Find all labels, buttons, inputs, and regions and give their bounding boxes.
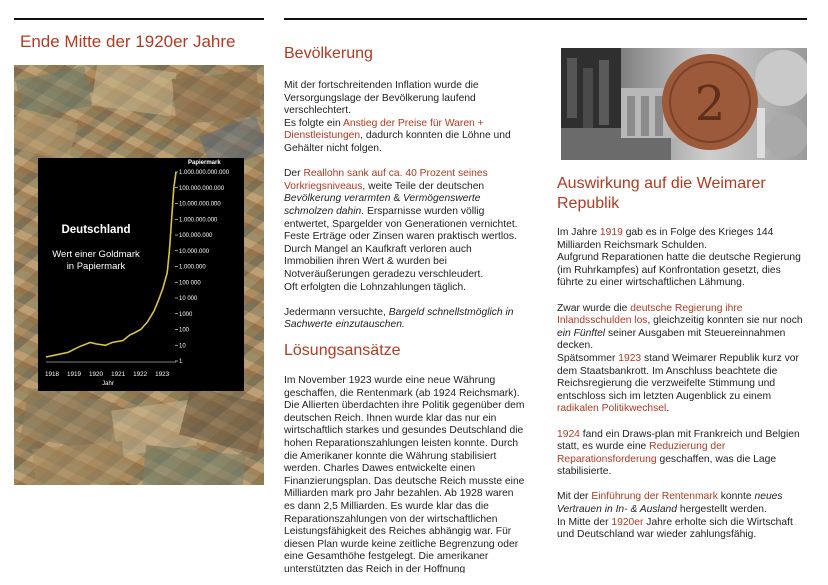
x-tick-label: 1920 — [89, 371, 104, 378]
y-tick-label: 1.000.000 — [179, 264, 206, 271]
paragraph: Im Jahre 1919 gab es in Folge des Krieges 144 Milliarden Reichsmark Schulden. Aufgrund Reparationen hatte die deutsche Regierung (im Ruhrkampfes) auf Konfrontation gesetzt, dies führte zu einer wirtschaftlichen Lähmung. — [557, 227, 801, 289]
col2-heading-bevoelkerung: Bevölkerung — [284, 45, 373, 62]
col3-body — [557, 227, 809, 554]
x-tick-label: 1918 — [44, 371, 60, 378]
col3-heading: Auswirkung auf die Weimarer Republik — [557, 175, 766, 212]
y-tick-label: 1.000.000.000.000 — [179, 170, 230, 176]
col2-body-bevoelkerung — [284, 80, 524, 344]
paragraph: Mit der fortschreitenden Inflation wurde die Versorgungslage der Bevölkerung laufend verschlechtert. Es folgte ein Anstieg der Preise für Waren + Dienstleistungen, dadurch konnten die Löhne und Gehälter nicht folgen. — [284, 80, 511, 154]
y-tick-label: 1.000.000.000 — [179, 217, 218, 224]
chart-subtitle: Wert einer Goldmark — [52, 249, 140, 260]
x-axis-label: Jahr — [102, 381, 114, 387]
y-tick-label: 100 000 — [179, 280, 201, 287]
y-tick-label: 10.000.000.000 — [179, 201, 221, 208]
paragraph: Jedermann versuchte, Bargeld schnellstmöglich in Sachwerte einzutauschen. — [284, 306, 514, 331]
x-tick-label: 1922 — [133, 371, 148, 378]
y-tick-label: 10 000 — [179, 296, 198, 302]
col2-body-loesungsansaetze — [284, 375, 527, 573]
col1-heading: Ende Mitte der 1920er Jahre — [20, 32, 236, 51]
y-tick-label: 1000 — [179, 311, 193, 318]
y-axis-label: Papiermark — [188, 160, 221, 166]
top-rule-right — [284, 18, 807, 20]
top-rule-left — [14, 18, 264, 20]
paragraph: 1924 fand ein Draws-plan mit Frankreich und Belgien statt, es wurde eine Reduzierung der Reparationsforderung geschaffen, was die Lage stabilisierte. — [557, 428, 800, 478]
x-tick-label: 1921 — [111, 371, 126, 378]
x-tick-label: 1923 — [155, 371, 170, 378]
y-tick-label: 1 — [179, 359, 183, 365]
y-tick-label: 100.000.000.000 — [179, 185, 225, 192]
inflation-chart-svg — [38, 158, 244, 391]
y-tick-label: 100.000.000 — [179, 233, 213, 239]
chart-subtitle: in Papiermark — [66, 261, 126, 272]
col2-heading-loesungsansaetze: Lösungsansätze — [284, 342, 401, 359]
inflation-chart — [38, 158, 244, 391]
paragraph: Mit der Einführung der Rentenmark konnte neues Vertrauen in In- & Ausland hergestellt werden. In Mitte der 1920er Jahre erholte sich die Wirtschaft und Deutschland war wieder zahlungsfähig. — [557, 491, 793, 541]
paragraph: Im November 1923 wurde eine neue Währung geschaffen, die Rentenmark (ab 1924 Reichsmark). Die Allierten überdachten ihre Politik gegenüber dem deutschen Reich. Ihnen wurde klar das nur ein wirtschaftlich starkes und gesundes Deutschland die hohen Reparationszahlungen leisten konnte. Durch die Amerikaner konnte die Währung stabilisiert werden. Charles Dawes entwickelte einen Finanzierungsplan. Das deutsche Reich musste eine Milliarden mark pro Jahr bezahlen. Ab 1928 waren es dann 2,5 Milliarden. Es wurde klar das die Reparationszahlungen von der wirtschaftlichen Leistungsfähigkeit des Reiches abhängig war. Für diesen Plan wurde keine zeitliche Begrenzung oder eine Gesamthöhe festgelegt. Die amerikaner unterstützten das Reich in der Hoffnung — [284, 375, 525, 573]
y-tick-label: 100 — [179, 327, 190, 334]
historical-photo-collage — [561, 48, 807, 160]
y-tick-label: 10 — [179, 343, 186, 350]
chart-title: Deutschland — [61, 224, 131, 236]
paragraph: Der Reallohn sank auf ca. 40 Prozent seines Vorkriegsniveaus, weite Teile der deutschen Bevölkerung verarmten & Vermögenswerte schmolzen dahin. Ersparnisse wurden völlig entwertet, Spargelder von Generationen vernichtet. Feste Erträge oder Zinsen waren praktisch wertlos. Durch Mangel an Kaufkraft verloren auch Immobilien ihren Wert & wurden bei Notveräußerungen geradezu verschleudert. Oft erfolgten die Lohnzahlungen täglich. — [284, 168, 518, 293]
paragraph: Zwar wurde die deutsche Regierung ihre Inlandsschulden los, gleichzeitig konnten sie nur noch ein Fünftel seiner Ausgaben mit Steuereinnahmen decken. Spätsommer 1923 stand Weimarer Republik kurz vor dem Staatsbankrott. Im Anschluss beachtete die Reichsregierung die verzweifelte Stimmung und entschloss sich im letzten Augenblick zu einem radikalen Politikwechsel. — [557, 302, 803, 415]
x-tick-label: 1919 — [67, 371, 82, 378]
coin-numeral: 2 — [694, 76, 726, 132]
y-tick-label: 10.000.000 — [179, 248, 210, 255]
